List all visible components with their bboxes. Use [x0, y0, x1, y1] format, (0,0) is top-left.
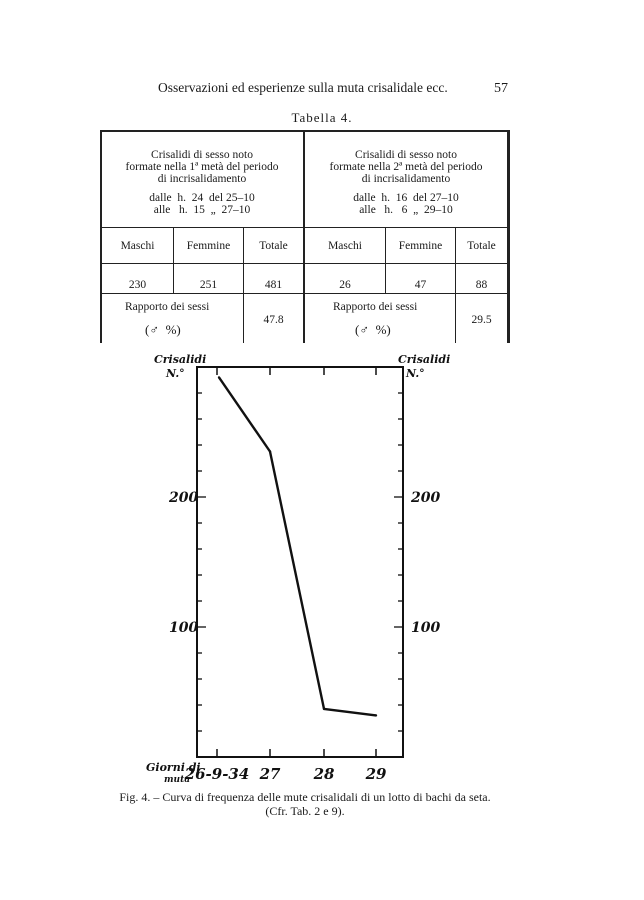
table-rule-under-period: [100, 227, 510, 228]
figure-caption: [100, 790, 510, 818]
left-val-femmine: 251: [199, 279, 218, 291]
table-rule-under-values: [100, 293, 510, 294]
right-val-maschi: 26: [339, 279, 351, 291]
left-period-to: alle h. 15 „ 27–10: [153, 204, 251, 216]
x-label-line2: muta: [164, 775, 191, 785]
chart-svg: [140, 345, 470, 790]
caption-line-1: Fig. 4. – Curva di frequenza delle mute crisalidali di un lotto di bachi da seta.: [119, 790, 491, 804]
left-heading-line-3: di incrisalidamento: [157, 173, 247, 185]
x-tick-label: 27: [259, 765, 281, 783]
right-col-totale: Totale: [467, 240, 496, 252]
left-ratio-symbol: (♂ %): [145, 322, 181, 337]
left-col-maschi: Maschi: [120, 240, 155, 252]
left-period-from: dalle h. 24 del 25–10: [149, 192, 255, 204]
y-tick-label-right: 200: [411, 490, 441, 506]
left-val-totale: 481: [264, 279, 283, 291]
right-heading-line-3: di incrisalidamento: [361, 173, 451, 185]
left-col-totale: Totale: [259, 240, 288, 252]
right-heading-line-1: Crisalidi di sesso noto: [355, 149, 457, 161]
y-label-left-line2: N.°: [166, 367, 185, 380]
right-val-femmine: 47: [414, 279, 427, 291]
y-label-right-line2: N.°: [406, 367, 425, 380]
left-heading-line-1: Crisalidi di sesso noto: [151, 149, 253, 161]
data-point: [375, 714, 377, 716]
page-number: 57: [494, 81, 508, 96]
right-col-maschi: Maschi: [328, 240, 362, 252]
data-table: [100, 130, 510, 343]
left-col-femmine: Femmine: [186, 240, 231, 252]
frequency-chart: [140, 345, 470, 790]
left-ratio-label: Rapporto dei sessi: [125, 301, 210, 313]
caption-line-2: (Cfr. Tab. 2 e 9).: [265, 804, 345, 818]
chart-marks: [218, 376, 377, 716]
y-tick-label-right: 100: [411, 620, 441, 636]
right-heading-line-2: formate nella 2ª metà del periodo: [329, 161, 483, 173]
x-tick-label: 26-9-34: [184, 765, 250, 783]
data-point: [323, 708, 325, 710]
table-top-rule: [100, 130, 510, 132]
x-tick-label: 28: [313, 765, 335, 783]
plot-frame: [197, 367, 403, 757]
tick-marks: [168, 367, 440, 783]
table-title: Tabella 4.: [291, 110, 353, 125]
table-rule-under-columns: [100, 263, 510, 264]
running-head: [158, 80, 508, 97]
data-point: [269, 450, 271, 452]
right-val-totale: 88: [475, 279, 488, 291]
right-period-to: alle h. 6 „ 29–10: [359, 204, 453, 216]
left-ratio-value: 47.8: [263, 314, 284, 326]
y-tick-label-left: 200: [169, 490, 199, 506]
table-right-border: [507, 130, 510, 343]
right-ratio-symbol: (♂ %): [355, 322, 391, 337]
running-head-title: Osservazioni ed esperienze sulla muta crisalidale ecc.: [158, 80, 448, 95]
left-val-maschi: 230: [128, 279, 147, 291]
x-tick-label: 29: [365, 765, 387, 783]
right-ratio-value: 29.5: [471, 314, 492, 326]
x-label-line1: Giorni di: [146, 761, 201, 774]
y-label-left-line1: Crisalidi: [154, 353, 207, 366]
series-line: [219, 377, 376, 715]
data-point: [218, 376, 220, 378]
left-heading-line-2: formate nella 1ª metà del periodo: [125, 161, 279, 173]
y-tick-label-left: 100: [169, 620, 199, 636]
right-ratio-label: Rapporto dei sessi: [333, 301, 418, 313]
y-label-right-line1: Crisalidi: [398, 353, 451, 366]
right-col-femmine: Femmine: [398, 240, 443, 252]
right-period-from: dalle h. 16 del 27–10: [353, 192, 459, 204]
